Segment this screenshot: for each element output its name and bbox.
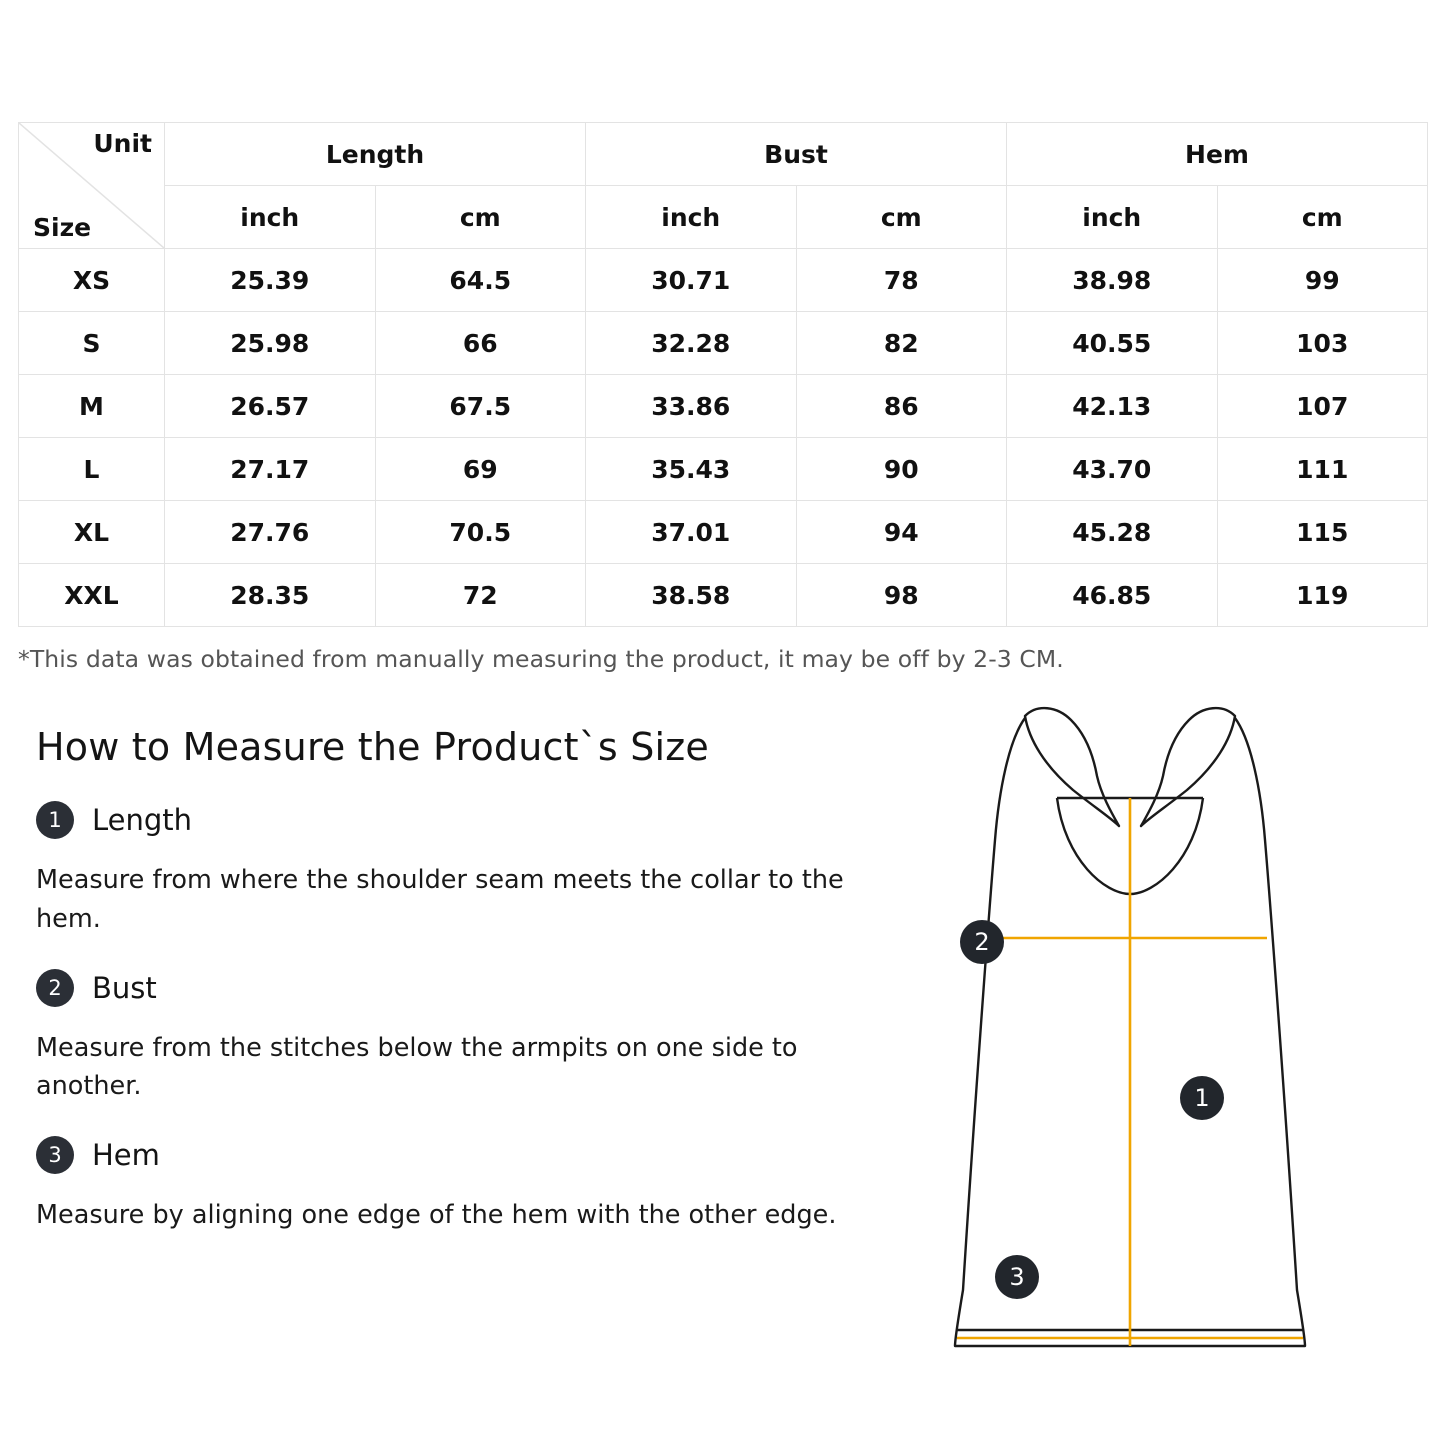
table-row — [19, 249, 1428, 312]
table-row — [19, 564, 1428, 627]
cell-hem-cm: 115 — [1217, 501, 1428, 564]
row-size: XXL — [19, 564, 165, 627]
cell-length-cm: 69 — [375, 438, 586, 501]
cell-length-inch: 27.17 — [165, 438, 376, 501]
cell-length-inch: 28.35 — [165, 564, 376, 627]
size-table — [18, 122, 1428, 627]
size-label: Size — [33, 213, 92, 242]
step-title-bust: Bust — [92, 970, 157, 1005]
cell-hem-cm: 103 — [1217, 312, 1428, 375]
table-row — [19, 375, 1428, 438]
step-body-bust: Measure from the stitches below the armpits on one side to another. — [36, 1032, 798, 1102]
cell-bust-inch: 33.86 — [586, 375, 797, 438]
cell-hem-cm: 111 — [1217, 438, 1428, 501]
cell-bust-inch: 30.71 — [586, 249, 797, 312]
diagram-marker-1: 1 — [1180, 1076, 1224, 1120]
how-to-measure-title: How to Measure the Product`s Size — [36, 725, 709, 769]
cell-bust-inch: 32.28 — [586, 312, 797, 375]
cell-length-cm: 70.5 — [375, 501, 586, 564]
table-row — [19, 312, 1428, 375]
step-body-hem: Measure by aligning one edge of the hem with the other edge. — [36, 1200, 837, 1230]
cell-hem-inch: 38.98 — [1007, 249, 1218, 312]
row-size: XL — [19, 501, 165, 564]
cell-bust-cm: 86 — [796, 375, 1007, 438]
step-header-bust — [36, 969, 866, 1007]
cell-length-cm: 67.5 — [375, 375, 586, 438]
cell-bust-inch: 35.43 — [586, 438, 797, 501]
cell-bust-cm: 78 — [796, 249, 1007, 312]
cell-bust-cm: 94 — [796, 501, 1007, 564]
step-header-hem — [36, 1136, 866, 1174]
step-badge-3: 3 — [36, 1136, 74, 1174]
cell-bust-inch: 38.58 — [586, 564, 797, 627]
cell-hem-cm: 107 — [1217, 375, 1428, 438]
table-row — [19, 438, 1428, 501]
measurement-disclaimer: *This data was obtained from manually measuring the product, it may be off by 2-3 CM. — [18, 645, 1064, 673]
group-header-bust: Bust — [586, 123, 1007, 186]
step-badge-2: 2 — [36, 969, 74, 1007]
dress-diagram-icon — [905, 680, 1405, 1380]
subheader-hem-cm: cm — [1217, 186, 1428, 249]
subheader-bust-inch: inch — [586, 186, 797, 249]
cell-hem-inch: 40.55 — [1007, 312, 1218, 375]
garment-illustration — [905, 680, 1405, 1380]
cell-hem-cm: 119 — [1217, 564, 1428, 627]
cell-length-cm: 64.5 — [375, 249, 586, 312]
unit-label: Unit — [93, 129, 152, 158]
subheader-hem-inch: inch — [1007, 186, 1218, 249]
row-size: S — [19, 312, 165, 375]
cell-length-inch: 27.76 — [165, 501, 376, 564]
subheader-bust-cm: cm — [796, 186, 1007, 249]
row-size: XS — [19, 249, 165, 312]
table-header-row-units — [19, 186, 1428, 249]
row-size: L — [19, 438, 165, 501]
group-header-length: Length — [165, 123, 586, 186]
step-header-length — [36, 801, 866, 839]
step-badge-1: 1 — [36, 801, 74, 839]
cell-length-inch: 25.39 — [165, 249, 376, 312]
diagram-marker-3: 3 — [995, 1255, 1039, 1299]
cell-hem-inch: 43.70 — [1007, 438, 1218, 501]
cell-bust-cm: 82 — [796, 312, 1007, 375]
cell-length-cm: 72 — [375, 564, 586, 627]
diagram-marker-2: 2 — [960, 920, 1004, 964]
cell-hem-inch: 45.28 — [1007, 501, 1218, 564]
how-to-measure-section — [36, 725, 866, 1235]
cell-length-inch: 25.98 — [165, 312, 376, 375]
cell-bust-inch: 37.01 — [586, 501, 797, 564]
cell-length-inch: 26.57 — [165, 375, 376, 438]
table-row — [19, 501, 1428, 564]
cell-bust-cm: 90 — [796, 438, 1007, 501]
step-body-length: Measure from where the shoulder seam meets the collar to the hem. — [36, 865, 844, 934]
size-table-container — [18, 122, 1428, 627]
table-header-row-groups — [19, 123, 1428, 186]
cell-hem-cm: 99 — [1217, 249, 1428, 312]
group-header-hem: Hem — [1007, 123, 1428, 186]
table-corner-cell — [19, 123, 165, 249]
row-size: M — [19, 375, 165, 438]
step-title-length: Length — [92, 803, 193, 837]
cell-length-cm: 66 — [375, 312, 586, 375]
cell-hem-inch: 42.13 — [1007, 375, 1218, 438]
subheader-length-cm: cm — [375, 186, 586, 249]
cell-hem-inch: 46.85 — [1007, 564, 1218, 627]
cell-bust-cm: 98 — [796, 564, 1007, 627]
subheader-length-inch: inch — [165, 186, 376, 249]
step-title-hem: Hem — [92, 1138, 160, 1172]
